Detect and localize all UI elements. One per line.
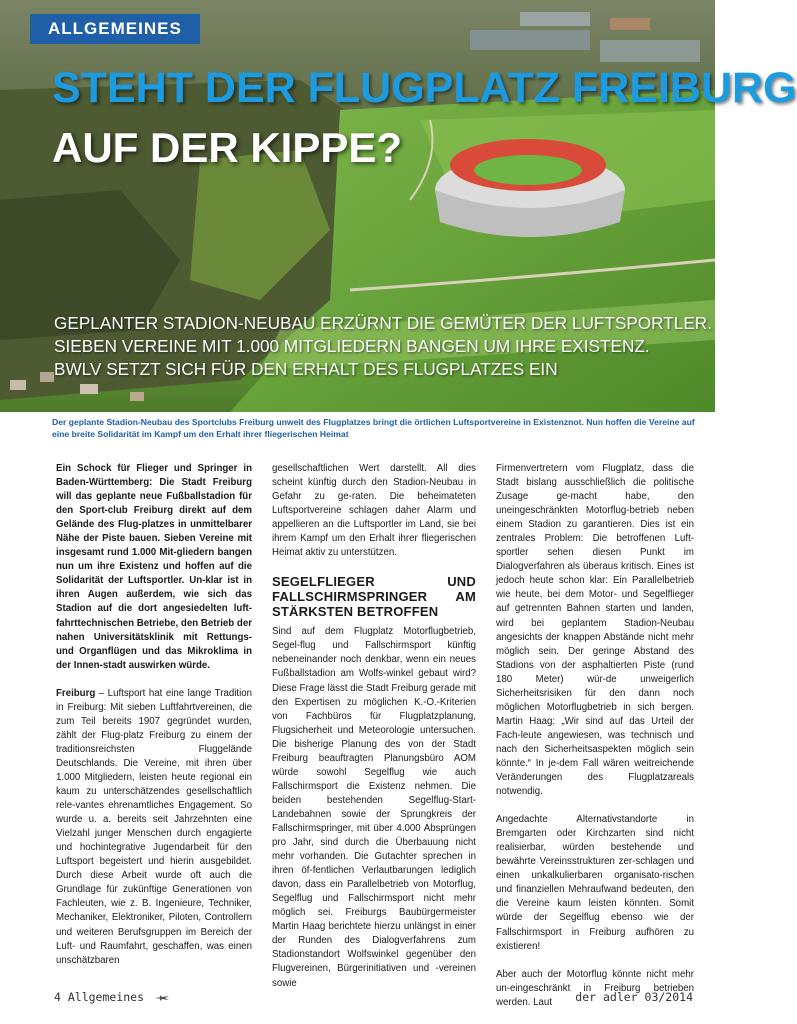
body-paragraph: Sind auf dem Flugplatz Motorflugbetrieb, Segel-flug und Fallschirmsport künftig nebeneinander noch denkbar, wenn ein neues Fußballstadion am Wolfs-winkel gebaut wird? Diese Frage lässt die Stadt Freiburg gerade mit den Expertisen zu möglichen K.-O.-Kriterien von Fachbüros für Flugplatzplanung, Flugsicherheit und Meteorologie untersuchen. Die bisherige Planung des von der Stadt Freiburg beauftragten Planungsbüro AOM würde sowohl Segelflug wie auch Fallschirmsport die Existenz nehmen. Die beiden bestehenden Segelflug-Start-Landebahnen sowie der Sprungkreis der Fallschirmspringer, mit über 4.000 Absprüngen pro Jahr, sind durch die Überbauung nicht mehr vorhanden. Die Gutachter sprechen in ihren öf-fentlichen Verlautbarungen lediglich davon, dass ein Parallelbetrieb von Motorflug, Segelflug und Fallschirmsport nicht mehr möglich sei. Freiburgs Baubürgermeister Martin Haag berichtete hierzu unlängst in einer der Runden des Dialogverfahrens zum Stadionstandort Wolfswinkel gegenüber den Flugvereinen, Bürgerinitiativen und -vereinen sowie [272, 626, 476, 989]
subheadline-line: SIEBEN VEREINE MIT 1.000 MITGLIEDERN BANGEN UM IHRE EXISTENZ. [54, 336, 650, 356]
section-heading: SEGELFLIEGER UND FALLSCHIRMSPRINGER AM STÄRKSTEN BETROFFEN [272, 574, 476, 620]
headline-line-1: STEHT DER FLUGPLATZ FREIBURG [52, 64, 797, 112]
subheadline [54, 312, 712, 381]
subheadline-line: GEPLANTER STADION-NEUBAU ERZÜRNT DIE GEMÜTER DER LUFTSPORTLER. [54, 313, 712, 333]
subheadline-line: BWLV SETZT SICH FÜR DEN ERHALT DES FLUGPLATZES EIN [54, 359, 558, 379]
article-column-2 [272, 462, 476, 1005]
body-paragraph: Aber auch der Motorflug könnte nicht mehr un-eingeschränkt in Freiburg betrieben werden. Laut [496, 968, 694, 1008]
headline-line-2: AUF DER KIPPE? [52, 124, 403, 171]
body-paragraph [56, 687, 252, 968]
footer-page-text: 4 Allgemeines [54, 990, 145, 1004]
stadium-icon [435, 139, 625, 237]
body-paragraph: Firmenvertretern vom Flugplatz, dass die Stadt bislang ausschließlich die politische Zusage ge-macht habe, den uneingeschränkten Motorflug-betrieb neben einem Stadion zu garantieren. Dies ist ein zentrales Problem: Die betroffenen Luft-sportler sehen diesen Punkt im Dialogverfahren als überaus kritisch. Eines ist jedoch heute schon klar: Ein Parallelbetrieb wie heute, bei dem Motor- und Segelflieger auf getrennten Bahnen starten und landen, wird bei geplantem Stadion-Neubau angesichts der knappen Abstände nicht mehr möglich sein. Der geringe Abstand des Stadions von der asphaltierten Piste (rund 180 Meter) wür-de unweigerlich Sicherheitsrisiken für den dann noch möglichen Motorflugbetrieb in sich bergen. Martin Haag: „Wir sind auf das Urteil der Fach-leute angewiesen, was technisch und nach den Sicherheitsaspekten möglich sein könnte.“ In je-dem Fall wären weitreichende Veränderungen des Flugplatzareals notwendig. [496, 463, 694, 798]
body-text: – Luftsport hat eine lange Tradition in Freiburg: Mit sieben Luftfahrtvereinen, die zum Teil bereits 1907 gegründet wurden, zählt der Flug-platz Freiburg zu einem der traditionsreichsten Fluggelände Deutschlands. Die Vereine, mit ihren über 1.000 Mitgliedern, leisten heute regional ein kaum zu unterschätzendes gesellschaftlich rele-vantes ehrenamtliches Engagement. So wurde u. a. bereits seit Jahrzehnten eine Vielzahl junger Menschen durch engagierte und hochintegrative Jugendarbeit für den Luftsport begeistert und hierin ausgebildet. Durch diese Arbeit wurde oft auch die Grundlage für zukünftige Generationen von Fachleuten, wie z. B. Ingenieure, Techniker, Mechaniker, Elektroniker, Piloten, Controllern und weiteren Berufsgruppen im Bereich der Luft- und Raumfahrt, geschaffen, was einen unschätzbaren [56, 687, 252, 966]
footer-page-label [54, 990, 169, 1004]
intro-paragraph: Ein Schock für Flieger und Springer in Baden-Württemberg: Die Stadt Freiburg will das geplante neue Fußballstadion für den Sport-club Freiburg direkt auf dem Gelände des Flug-platzes in unmittelbarer Nähe der Piste bauen. Sieben Vereine mit insgesamt rund 1.000 Mit-gliedern bangen nun um ihre Existenz und hoffen auf die Solidarität der Luftsportler. Un-klar ist in ihren Augen außerdem, wie sich das Stadion auf die dort angesiedelten luft-fahrttechnischen Betriebe, den Betrieb der nahen Universitätsklinik mit Rettungs- und Organflügen und das Mikroklima in der Innen-stadt auswirken würde. [56, 463, 252, 671]
footer-issue: der adler 03/2014 [575, 990, 693, 1004]
photo-caption: Der geplante Stadion-Neubau des Sportclubs Freiburg unweit des Flugplatzes bringt die örtlichen Luftsportvereine in Existenznot. Nun hoffen die Vereine auf eine breite Solidarität im Kampf um den Erhalt ihrer fliegerischen Heimat [52, 417, 695, 439]
article-column-1 [56, 462, 252, 982]
plane-icon [155, 994, 169, 1002]
body-paragraph: Angedachte Alternativstandorte in Bremgarten oder Kirchzarten sind nicht realisierbar, würden bestehende und bewährte Vereinsstrukturen zer-schlagen und einen unkalkulierbaren organisato-rischen und finanziellen Mehraufwand bedeuten, den die Vereine kaum leisten könnten. Somit würde der Segelflug ebenso wie der Fallschirmsport in Freiburg aufhören zu existieren! [496, 814, 694, 952]
section-tag: ALLGEMEINES [30, 14, 200, 44]
body-paragraph: gesellschaftlichen Wert darstellt. All dies scheint künftig durch den Stadion-Neubau in Gefahr zu ge-raten. Die beheimateten Luftsportvereine schlagen daher Alarm und appellieren an die Luftsportler im Land, sie bei ihrem Kampf um den Erhalt ihrer fliegerischen Heimat aktiv zu unterstützen. [272, 463, 476, 559]
article-column-3 [496, 462, 694, 1024]
lead-word: Freiburg [56, 687, 96, 699]
